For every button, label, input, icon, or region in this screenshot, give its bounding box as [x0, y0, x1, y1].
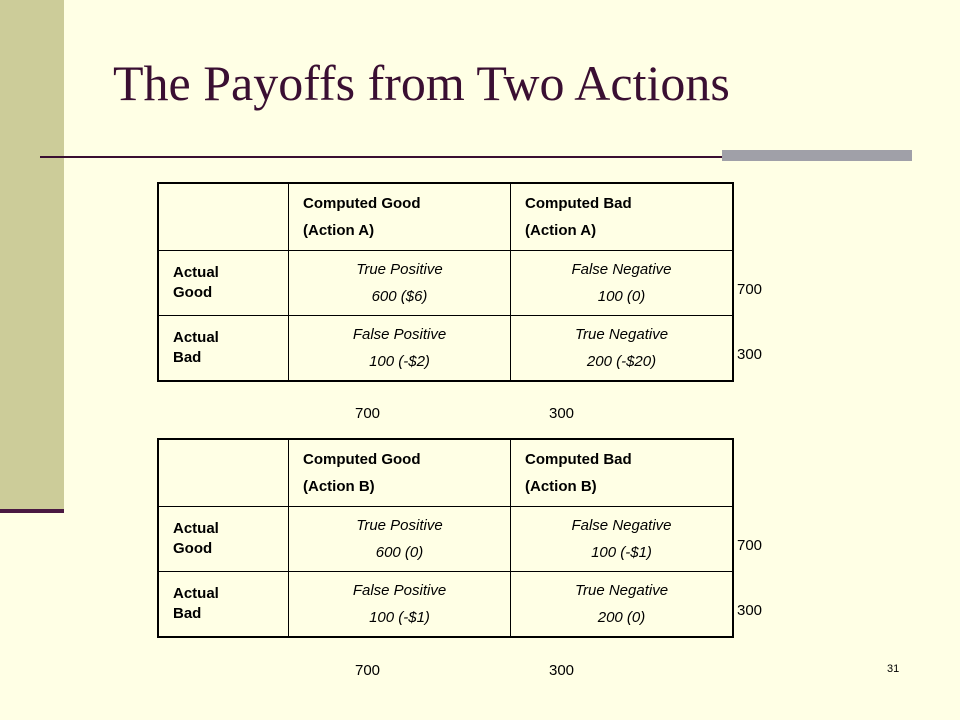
page-number: 31: [887, 663, 900, 675]
cell-true-positive: True Positive 600 ($6): [289, 251, 511, 316]
cell-true-negative: True Negative 200 (0): [511, 572, 734, 638]
payoff-matrix-action-a: [157, 182, 734, 382]
title-underline-accent: [722, 150, 912, 161]
corner-cell: [158, 183, 289, 251]
column-header-computed-good: Computed Good (Action A): [289, 183, 511, 251]
col-total-bad-a: 300: [549, 405, 575, 422]
cell-false-positive: False Positive 100 (-$2): [289, 316, 511, 382]
column-header-computed-bad: Computed Bad (Action A): [511, 183, 734, 251]
row-header-actual-bad: Actual Bad: [158, 316, 289, 382]
row-total-good-b: 700: [737, 537, 763, 554]
cell-false-negative: False Negative 100 (-$1): [511, 507, 734, 572]
col-total-bad-b: 300: [549, 662, 575, 679]
cell-true-positive: True Positive 600 (0): [289, 507, 511, 572]
slide-title: The Payoffs from Two Actions: [113, 55, 730, 111]
side-accent-line: [0, 509, 64, 513]
col-total-good-a: 700: [355, 405, 381, 422]
cell-false-negative: False Negative 100 (0): [511, 251, 734, 316]
cell-false-positive: False Positive 100 (-$1): [289, 572, 511, 638]
column-header-computed-good: Computed Good (Action B): [289, 439, 511, 507]
col-total-good-b: 700: [355, 662, 381, 679]
row-header-actual-good: Actual Good: [158, 507, 289, 572]
payoff-matrix-action-b: [157, 438, 734, 638]
column-header-computed-bad: Computed Bad (Action B): [511, 439, 734, 507]
cell-true-negative: True Negative 200 (-$20): [511, 316, 734, 382]
row-total-bad-b: 300: [737, 602, 763, 619]
row-total-bad-a: 300: [737, 346, 763, 363]
corner-cell: [158, 439, 289, 507]
row-header-actual-good: Actual Good: [158, 251, 289, 316]
row-header-actual-bad: Actual Bad: [158, 572, 289, 638]
side-accent-bar: [0, 0, 64, 512]
row-total-good-a: 700: [737, 281, 763, 298]
